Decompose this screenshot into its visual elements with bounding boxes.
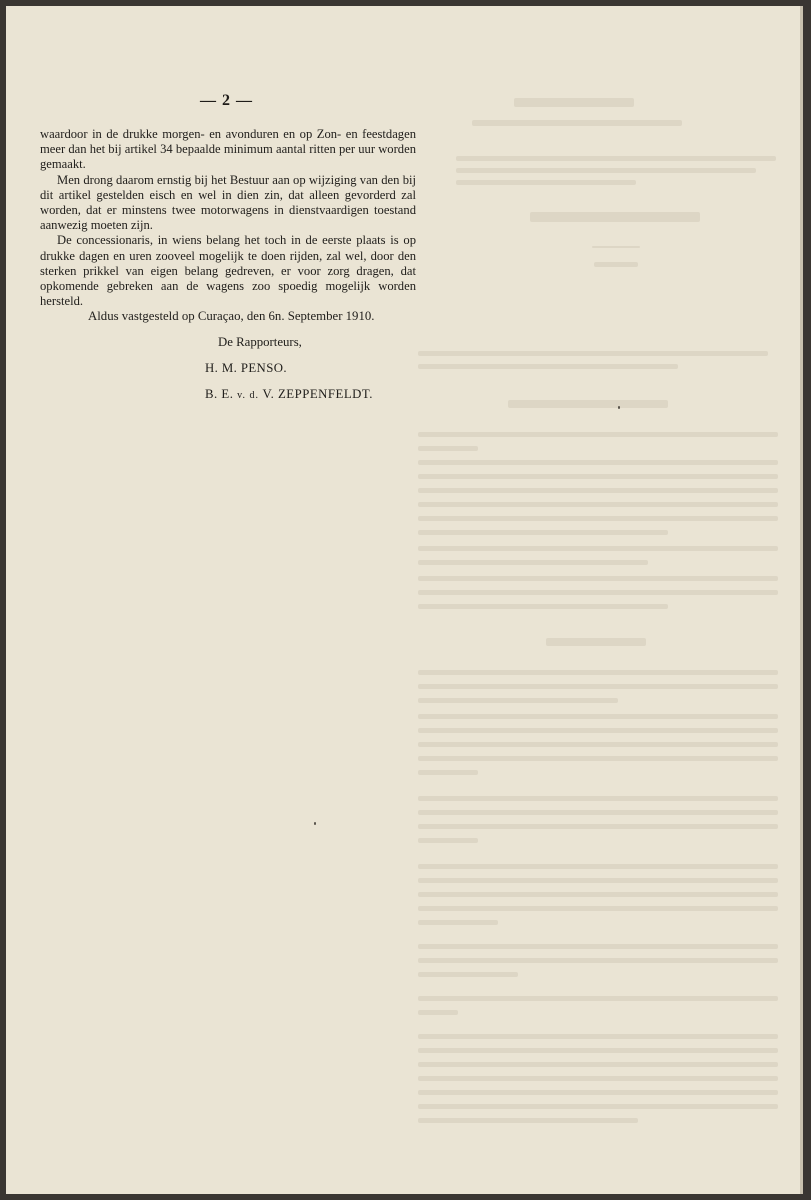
bleed-through-mark [418,1118,638,1123]
signatory-name: H. M. PENSO. [205,361,287,375]
bleed-through-mark [530,212,700,222]
bleed-through-mark [472,120,682,126]
bleed-through-mark [418,996,778,1001]
bleed-through-mark [418,560,648,565]
bleed-through-mark [418,1062,778,1067]
bleed-through-mark [418,810,778,815]
bleed-through-mark [418,878,778,883]
bleed-through-mark [418,972,518,977]
bleed-through-mark [418,944,778,949]
bleed-through-mark [508,400,668,408]
closing-statement: Aldus vastgesteld op Curaçao, den 6n. September 1910. [88,309,375,323]
page-number: — 2 — [200,92,253,109]
bleed-through-mark [418,604,668,609]
paragraph-2: Men drong daarom ernstig bij het Bestuur aan op wijziging van den bij dit artikel gestelden eisch en wel in dien zin, dat alleen gevorderd zal worden, dat er minstens twee motorwagens in dienstvaardigen toestand aanwezig moeten zijn. [40,172,416,233]
paragraph-1: waardoor in de drukke morgen- en avonduren en op Zon- en feestdagen meer dan het bij artikel 34 bepaalde minimum aantal ritten per uur worden gemaakt. [40,127,416,172]
bleed-through-mark [514,98,634,107]
bleed-through-mark [418,906,778,911]
bleed-through-mark [418,351,768,356]
bleed-through-mark [418,460,778,465]
paragraph-3: De concessionaris, in wiens belang het toch in de eerste plaats is op drukke dagen en uren zooveel mogelijk te doen rijden, zal wel, door den sterken prikkel van eigen belang gedreven, er voor zorg dragen, dat opkomende gebreken aan de wagens zoo spoedig mogelijk worden hersteld. [40,233,416,309]
bleed-through-mark [456,180,636,185]
scan-speck [314,822,316,825]
bleed-through-mark [418,1048,778,1053]
bleed-through-mark [418,684,778,689]
bleed-through-mark [418,590,778,595]
bleed-through-mark [418,1076,778,1081]
signatory-name [205,387,373,402]
bleed-through-mark [418,502,778,507]
scan-speck [618,406,620,409]
bleed-through-mark [418,714,778,719]
signatories-heading: De Rapporteurs, [218,335,302,349]
bleed-through-mark [418,1090,778,1095]
bleed-through-mark [418,516,778,521]
bleed-through-mark [418,670,778,675]
bleed-through-mark [546,638,646,646]
bleed-through-mark [418,920,498,925]
bleed-through-mark [418,770,478,775]
bleed-through-mark [418,474,778,479]
signatory-particle: v. d. [237,390,260,401]
bleed-through-mark [418,892,778,897]
bleed-through-mark [594,262,638,267]
body-text [40,127,416,309]
bleed-through-mark [418,576,778,581]
bleed-through-mark [418,756,778,761]
bleed-through-mark [418,1010,458,1015]
bleed-through-mark [418,446,478,451]
bleed-through-mark [418,1034,778,1039]
bleed-through-mark [418,864,778,869]
bleed-through-mark [418,1104,778,1109]
bleed-through-mark [418,958,778,963]
bleed-through-mark [456,168,756,173]
bleed-through-mark [418,546,778,551]
bleed-through-mark [456,156,776,161]
bleed-through-mark [418,364,678,369]
bleed-through-mark [418,698,618,703]
bleed-through-mark [418,838,478,843]
bleed-through-mark [418,728,778,733]
signatory-initials: B. E. [205,387,238,401]
bleed-through-mark [418,488,778,493]
bleed-through-mark [418,796,778,801]
bleed-through-mark [418,432,778,437]
signatory-surname: V. ZEPPENFELDT. [259,387,373,401]
bleed-through-mark [592,246,640,248]
bleed-through-mark [418,530,668,535]
bleed-through-mark [418,824,778,829]
bleed-through-mark [418,742,778,747]
